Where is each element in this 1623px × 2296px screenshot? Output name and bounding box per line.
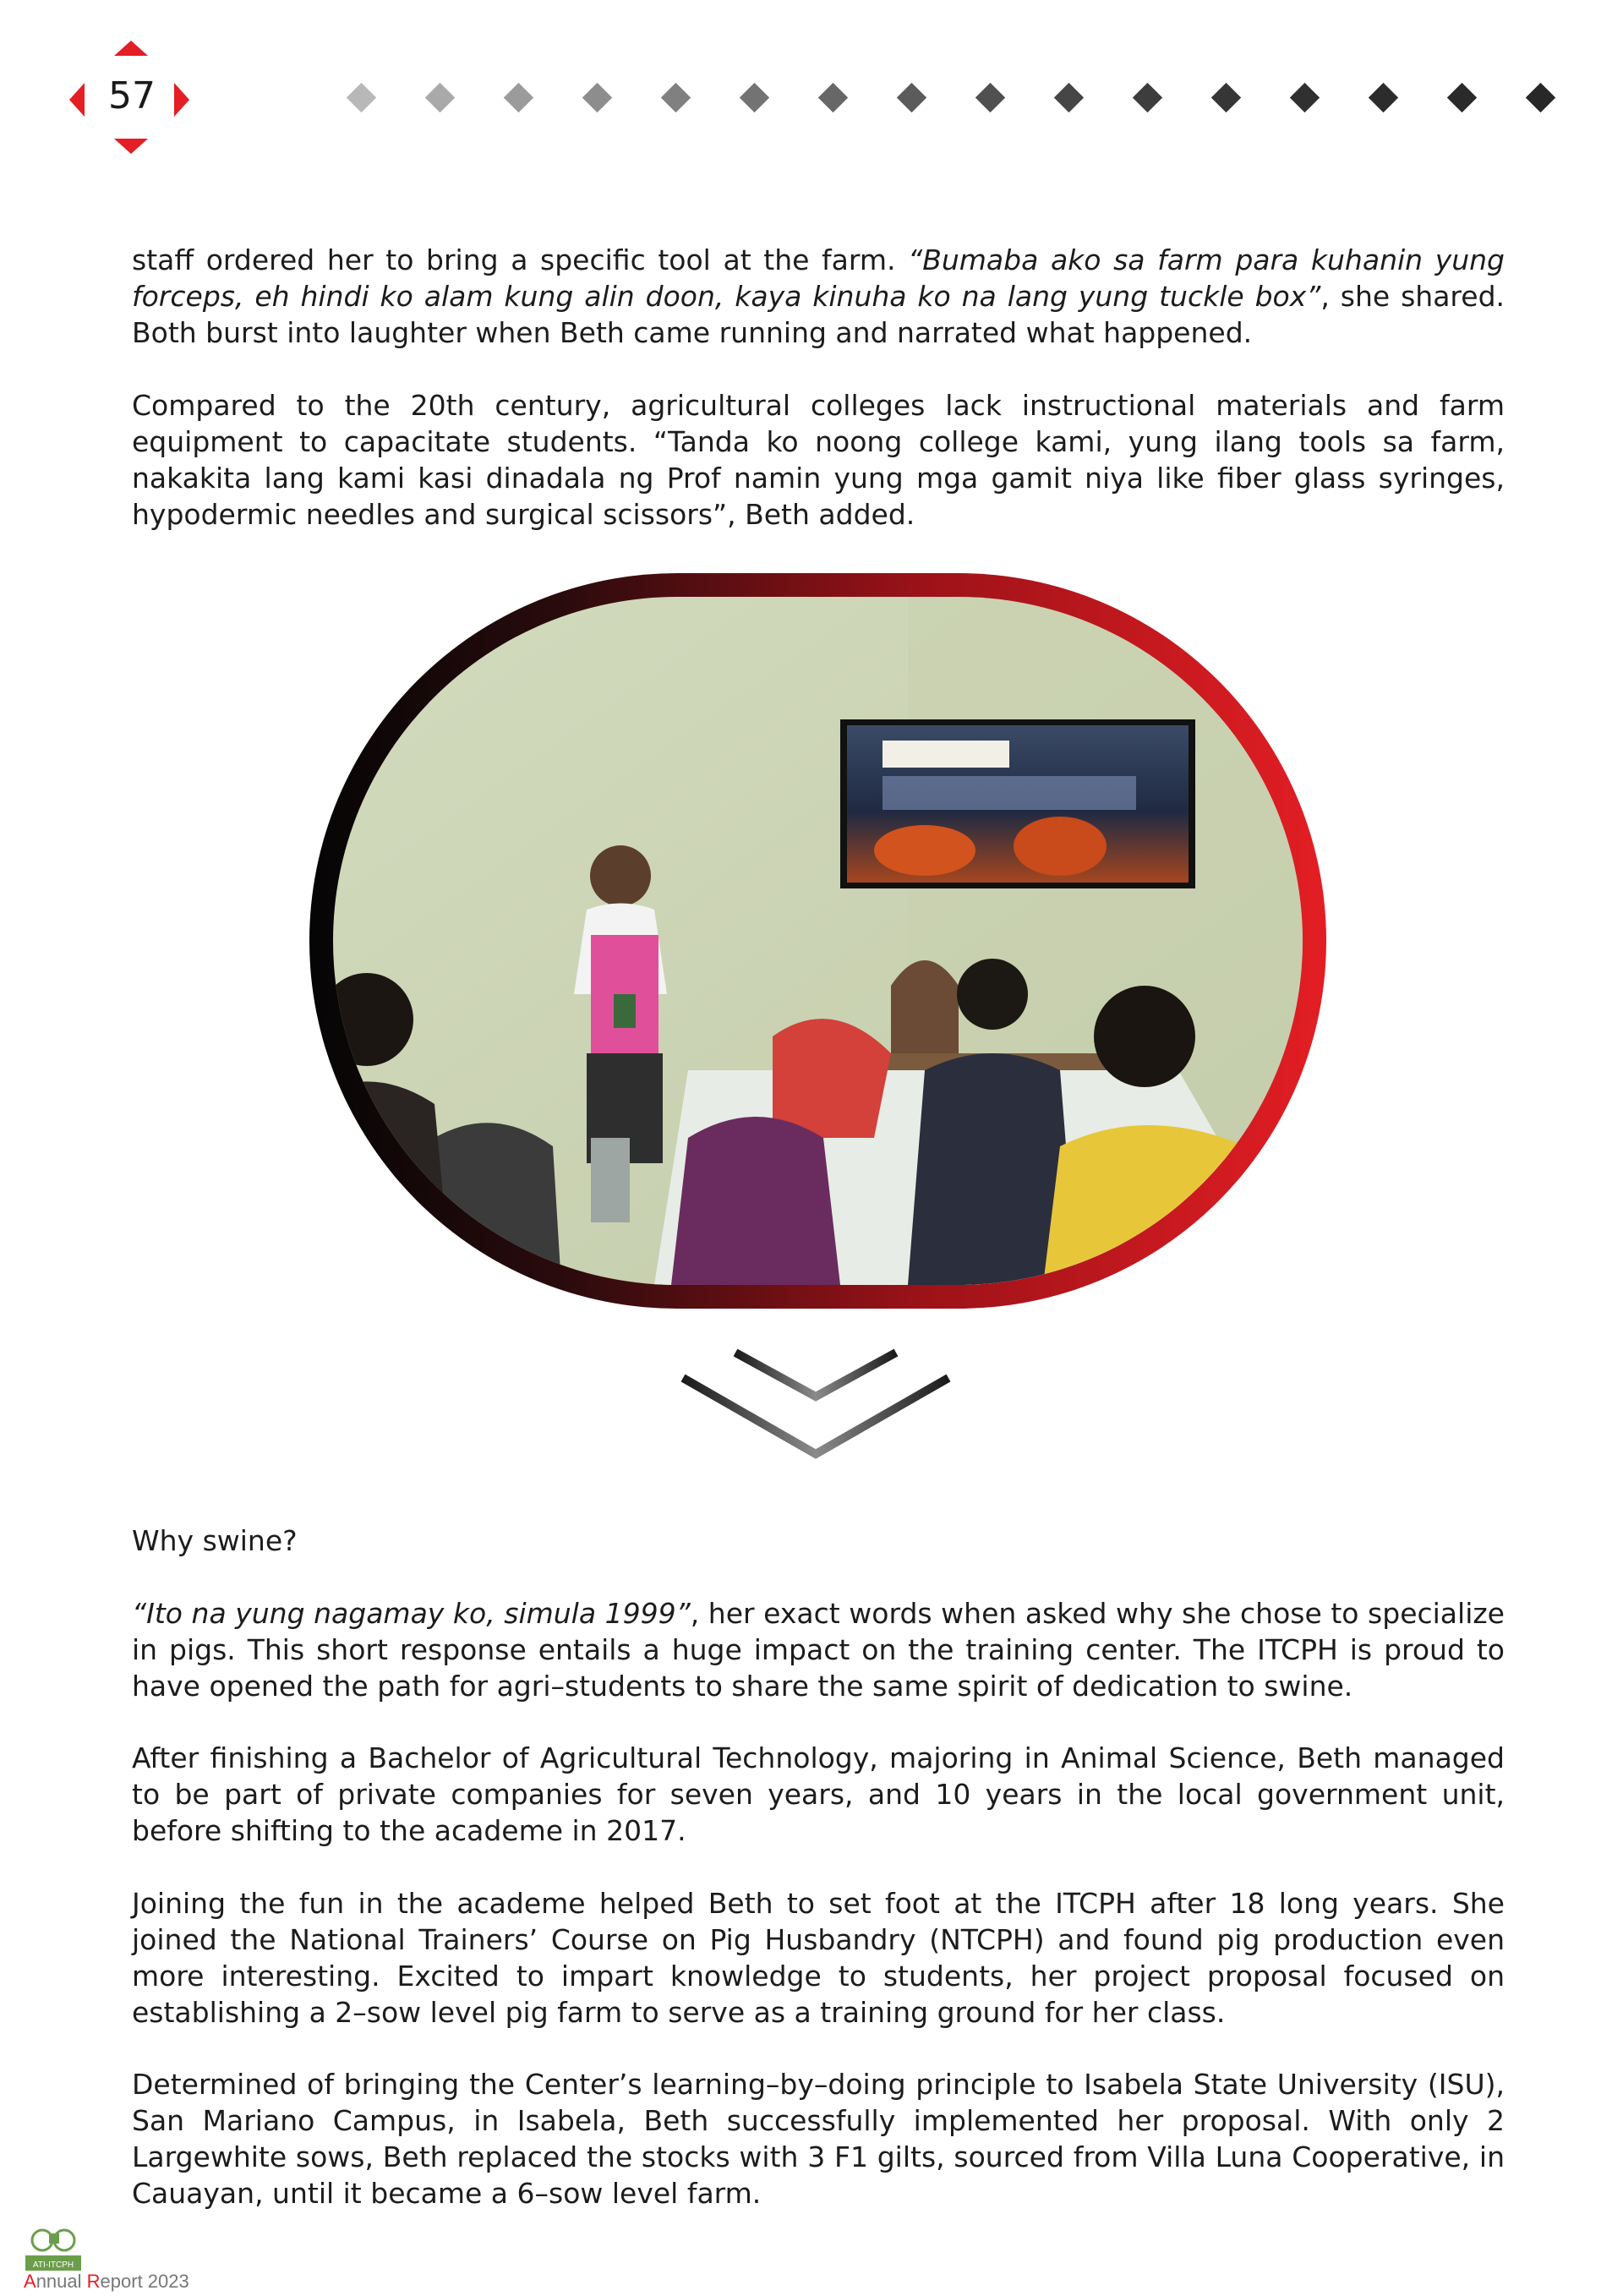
header-diamond-icon [425,83,455,112]
paragraph-5-text: After finishing a Bachelor of Agricultural Technology, majoring in Animal Science, Beth managed to be part of private companies for seven years, and 10 years in the local government unit, before shifting to the academe in 2017. [132,1741,1505,1847]
header-diamond-icon [897,83,926,112]
header-diamond-icon [1211,83,1241,112]
paragraph-1-part-3: , she shared. Both burst into laughter when Beth came running and narrated what happened. [132,280,1506,349]
paragraph-2-text: Compared to the 20th century, agricultural colleges lack instructional materials and farm equipment to capacitate students. “Tanda ko noong college kami, yung ilang tools sa farm, nakakita lang kami kasi dinadala ng Prof namin yung mga gamit niya like fiber glass syringes, hypodermic needles and surgical scissors”, Beth added. [132,389,1505,531]
paragraph-6-text: Joining the fun in the academe helped Beth to set foot at the ITCPH after 18 long years. She joined the National Trainers’ Course on Pig Husbandry (NTCPH) and found pig production even more interesting. Excited to impart knowledge to students, her project proposal focused on establishing a 2–sow level pig farm to serve as a training ground for her class. [132,1887,1505,2029]
paragraph-6 [132,1885,1505,2031]
classroom-photo [333,597,1303,1285]
header-diamond-icon [975,83,1005,112]
paragraph-1-part-1: staff ordered her to bring a specific tool at the farm. [132,243,909,276]
header-diamond-icon [504,83,533,112]
section-heading-why-swine [132,1522,1505,1559]
header-diamond-icon [1526,83,1555,112]
header-diamond-row [0,0,1623,169]
footer-title-a: A [24,2271,36,2292]
footer-title-c: R [86,2271,101,2292]
header-diamond-icon [1133,83,1162,112]
footer-title-b: nnual [36,2271,87,2292]
paragraph-7-text: Determined of bringing the Center’s learning–by–doing principle to Isabela State University (ISU), San Mariano Campus, in Isabela, Beth successfully implemented her proposal. With only 2 Largewhite sows, Beth replaced the stocks with 3 F1 gilts, sourced from Villa Luna Cooperative, in Cauayan, until it became a 6–sow level farm. [132,2068,1505,2210]
header-diamond-icon [661,83,691,112]
header-diamond-icon [1054,83,1084,112]
header-diamond-icon [1447,83,1477,112]
paragraph-5 [132,1740,1505,1849]
ati-itcph-logo [24,2225,85,2274]
paragraph-1 [132,242,1505,351]
paragraph-4 [132,1595,1505,1704]
paragraph-1-quote: “Bumaba ako sa farm para kuhanin yung forceps, eh hindi ko alam kung alin doon, kaya kinuha ko na lang yung tuckle box” [132,243,1506,313]
header-diamond-icon [818,83,848,112]
footer-title-d: eport 2023 [100,2271,189,2292]
page-number: 57 [108,74,156,118]
section-heading-text: Why swine? [132,1524,298,1557]
double-chevron-down-icon [676,1344,964,1479]
paragraph-4-text: , her exact words when asked why she chose to specialize in pigs. This short response entails a huge impact on the training center. The ITCPH is proud to have opened the path for agri–students to share the same spirit of dedication to swine. [132,1597,1505,1703]
classroom-photo-image [333,597,1303,1285]
header-diamond-icon [582,83,612,112]
header-diamond-icon [347,83,376,112]
footer-report-title [24,2271,189,2293]
paragraph-4-quote: “Ito na yung nagamay ko, simula 1999” [132,1597,691,1630]
header-diamond-icon [740,83,769,112]
logo-label: ATI-ITCPH [32,2260,74,2270]
photo-frame [309,573,1326,1309]
header-diamond-icon [1369,83,1398,112]
paragraph-2 [132,387,1505,533]
header-diamond-icon [1290,83,1320,112]
paragraph-7 [132,2066,1505,2211]
